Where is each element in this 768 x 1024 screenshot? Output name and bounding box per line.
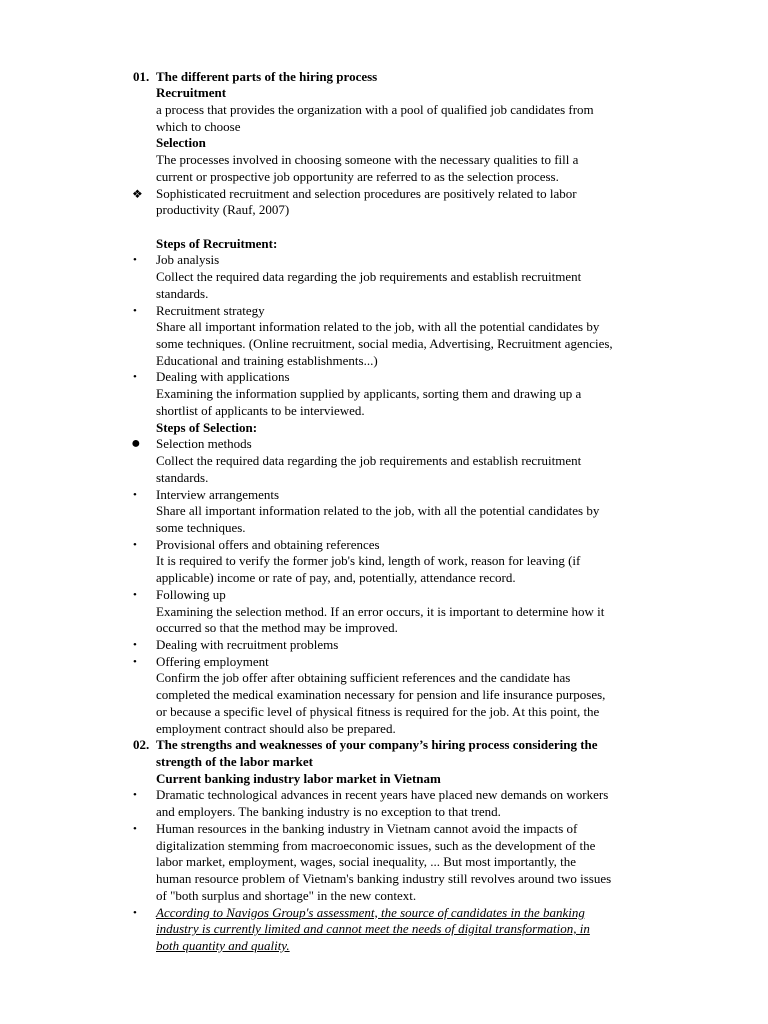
bullet-marker: ❖ [132, 186, 143, 201]
text-line [0, 503, 768, 520]
heading-text: The different parts of the hiring process [156, 68, 378, 84]
text-line [0, 620, 768, 637]
list-item-line [0, 69, 768, 86]
text-line [0, 854, 768, 871]
list-item-line [0, 436, 768, 453]
bullet-marker: • [133, 638, 137, 651]
list-item-line [0, 587, 768, 604]
text-line [0, 771, 768, 788]
body-text: a process that provides the organization with a pool of qualified job candidates from [156, 101, 594, 117]
body-text: Collect the required data regarding the job requirements and establish recruitment [156, 269, 582, 285]
list-item-line [0, 252, 768, 269]
section-number: 01. [133, 68, 150, 84]
text-line [0, 336, 768, 353]
text-line [0, 670, 768, 687]
emphasis-text: According to Navigos Group's assessment, the source of candidates in the banking [156, 904, 585, 920]
list-item-line [0, 487, 768, 504]
body-text: and employers. The banking industry is no exception to that trend. [156, 804, 501, 820]
list-item-line [0, 303, 768, 320]
emphasis-text: both quantity and quality. [156, 937, 290, 953]
list-item-line [0, 654, 768, 671]
text-line [0, 135, 768, 152]
bullet-marker: • [133, 488, 137, 501]
list-item-line [0, 821, 768, 838]
heading-text: The strengths and weaknesses of your company’s hiring process considering the [156, 737, 598, 753]
body-text: Dramatic technological advances in recent years have placed new demands on workers [156, 787, 609, 803]
body-text: of "both surplus and shortage" in the new context. [156, 887, 417, 903]
text-line [0, 236, 768, 253]
body-text: Share all important information related to the job, with all the potential candidates by [156, 319, 600, 335]
body-text: current or prospective job opportunity are referred to as the selection process. [156, 168, 559, 184]
heading-text: strength of the labor market [156, 754, 313, 770]
bullet-marker: • [133, 655, 137, 668]
body-text: Examining the selection method. If an error occurs, it is important to determine how it [156, 603, 605, 619]
text-line [0, 921, 768, 938]
text-line [0, 202, 768, 219]
bullet-marker: • [133, 304, 137, 317]
body-text: Sophisticated recruitment and selection procedures are positively related to labor [156, 185, 577, 201]
text-line [0, 386, 768, 403]
body-text: The processes involved in choosing someone with the necessary qualities to fill a [156, 152, 579, 168]
bullet-marker: • [133, 538, 137, 551]
text-line [0, 754, 768, 771]
list-item-line [0, 905, 768, 922]
body-text: It is required to verify the former job's kind, length of work, reason for leaving (if [156, 553, 581, 569]
heading-text: Steps of Selection: [156, 419, 258, 435]
text-line [0, 319, 768, 336]
body-text: shortlist of applicants to be interviewed. [156, 402, 365, 418]
text-line [0, 938, 768, 955]
text-line [0, 704, 768, 721]
body-text: Confirm the job offer after obtaining sufficient references and the candidate has [156, 670, 571, 686]
text-line [0, 804, 768, 821]
text-line [0, 520, 768, 537]
section-number: 02. [133, 737, 150, 753]
list-item-line [0, 369, 768, 386]
text-line [0, 219, 768, 236]
bullet-marker: • [133, 254, 137, 267]
body-text: human resource problem of Vietnam's banking industry still revolves around two issues [156, 871, 612, 887]
bullet-marker: • [133, 822, 137, 835]
body-text: Following up [156, 586, 226, 602]
list-item-line [0, 737, 768, 754]
text-line [0, 403, 768, 420]
text-line [0, 169, 768, 186]
body-text: Educational and training establishments...) [156, 352, 378, 368]
body-text: Provisional offers and obtaining references [156, 536, 380, 552]
bullet-marker: ● [131, 435, 141, 453]
text-line [0, 570, 768, 587]
body-text: Recruitment strategy [156, 302, 265, 318]
heading-text: Recruitment [156, 85, 227, 101]
bullet-marker: • [133, 371, 137, 384]
text-line [0, 470, 768, 487]
text-line [0, 269, 768, 286]
text-line [0, 286, 768, 303]
body-text: applicable) income or rate of pay, and, potentially, attendance record. [156, 570, 516, 586]
body-text: Selection methods [156, 436, 252, 452]
body-text: Interview arrangements [156, 486, 280, 502]
body-text: completed the medical examination necessary for pension and life insurance purposes, [156, 687, 606, 703]
body-text: Human resources in the banking industry in Vietnam cannot avoid the impacts of [156, 820, 578, 836]
text-line [0, 152, 768, 169]
text-line [0, 871, 768, 888]
body-text: Offering employment [156, 653, 269, 669]
body-text: Share all important information related to the job, with all the potential candidates by [156, 503, 600, 519]
body-text: Collect the required data regarding the job requirements and establish recruitment [156, 453, 582, 469]
list-item-line [0, 637, 768, 654]
list-item-line [0, 186, 768, 203]
bullet-marker: • [133, 789, 137, 802]
text-line [0, 453, 768, 470]
bullet-marker: • [133, 906, 137, 919]
text-line [0, 721, 768, 738]
body-text: standards. [156, 285, 209, 301]
body-text: labor market, employment, wages, social inequality, ... But most importantly, the [156, 854, 577, 870]
text-line [0, 687, 768, 704]
body-text: occurred so that the method may be improved. [156, 620, 398, 636]
text-line [0, 553, 768, 570]
body-text: employment contract should also be prepared. [156, 720, 396, 736]
body-text: standards. [156, 469, 209, 485]
emphasis-text: industry is currently limited and cannot meet the needs of digital transformation, in [156, 921, 590, 937]
text-line [0, 85, 768, 102]
text-line [0, 420, 768, 437]
body-text: Dealing with applications [156, 369, 290, 385]
bullet-marker: • [133, 588, 137, 601]
body-text: digitalization stemming from macroeconomic issues, such as the development of the [156, 837, 596, 853]
heading-text: Current banking industry labor market in Vietnam [156, 770, 441, 786]
text-line [0, 838, 768, 855]
body-text: some techniques. [156, 519, 246, 535]
text-line [0, 604, 768, 621]
text-line [0, 102, 768, 119]
list-item-line [0, 787, 768, 804]
body-text: or because a specific level of physical fitness is required for the job. At this point, the [156, 703, 600, 719]
list-item-line [0, 537, 768, 554]
body-text: some techniques. (Online recruitment, social media, Advertising, Recruitment agencies, [156, 336, 613, 352]
body-text: Dealing with recruitment problems [156, 636, 339, 652]
body-text: which to choose [156, 118, 241, 134]
text-line [0, 888, 768, 905]
body-text: Job analysis [156, 252, 220, 268]
text-line [0, 353, 768, 370]
body-text: Examining the information supplied by applicants, sorting them and drawing up a [156, 386, 582, 402]
body-text: productivity (Rauf, 2007) [156, 202, 290, 218]
heading-text: Selection [156, 135, 206, 151]
heading-text: Steps of Recruitment: [156, 235, 278, 251]
text-line [0, 119, 768, 136]
